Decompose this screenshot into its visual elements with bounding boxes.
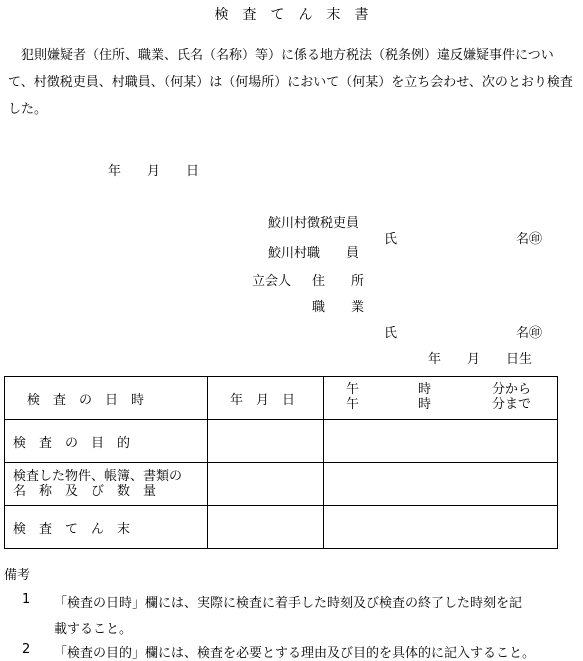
inspection-table — [4, 376, 558, 549]
items-cell-1[interactable] — [208, 463, 324, 506]
result-cell-1[interactable] — [208, 506, 324, 549]
start-hour-label: 時 — [418, 382, 432, 397]
notes-heading: 備考 — [4, 568, 31, 583]
table-row-purpose — [5, 420, 558, 463]
end-minute-label: 分まで — [492, 397, 532, 412]
items-cell-2[interactable] — [324, 463, 558, 506]
table-row-items — [5, 463, 558, 506]
row-label-purpose — [5, 420, 208, 463]
start-minute-label: 分から — [492, 382, 532, 397]
table-row-result — [5, 506, 558, 549]
result-cell-2[interactable] — [324, 506, 558, 549]
note-2-number: 2 — [22, 642, 31, 657]
datetime-label: 検 査 の 日 時 — [27, 392, 145, 408]
items-label-line2: 名 称 及 び 数 量 — [13, 484, 157, 499]
row-label-datetime — [5, 377, 208, 420]
datetime-time-cell[interactable] — [324, 377, 558, 420]
tax-official-label: 鮫川村徴税吏員 — [268, 216, 360, 231]
witness-label: 立会人 — [252, 274, 292, 289]
document-title: 検 査 て ん 末 書 — [214, 7, 369, 23]
am-label: 午 — [346, 382, 360, 397]
pm-label: 午 — [346, 397, 360, 412]
witness-surname-label: 氏 — [384, 326, 398, 341]
witness-address-label: 住 所 — [312, 274, 365, 289]
purpose-label: 検 査 の 目 的 — [13, 435, 131, 451]
witness-occupation-label: 職 業 — [312, 300, 365, 315]
official-name-seal-label: 名㊞ — [516, 232, 543, 247]
datetime-date-cell[interactable] — [208, 377, 324, 420]
items-label-line1: 検査した物件、帳簿、書類の — [13, 469, 183, 484]
note-1-text-cont: 載すること。 — [54, 622, 133, 637]
village-staff-label: 鮫川村職 員 — [268, 246, 360, 261]
official-surname-label: 氏 — [384, 232, 398, 247]
intro-paragraph: 犯則嫌疑者（住所、職業、氏名（名称）等）に係る地方税法（税条例）違反嫌疑事件について、村徴税吏員、村職員、（何某）は（何場所）において（何某）を立ち会わせ、次のとおり検査した。 — [8, 48, 573, 117]
result-label: 検 査 て ん 末 — [13, 521, 131, 537]
end-hour-label: 時 — [418, 397, 432, 412]
row-label-items — [5, 463, 208, 506]
purpose-cell-2[interactable] — [324, 420, 558, 463]
row-label-result — [5, 506, 208, 549]
datetime-date-label: 年 月 日 — [230, 392, 296, 408]
witness-name-seal-label: 名㊞ — [516, 326, 543, 341]
document-date: 年 月 日 — [108, 164, 200, 179]
note-2-text: 「検査の目的」欄には、検査を必要とする理由及び目的を具体的に記入すること。 — [54, 646, 536, 661]
note-1-number: 1 — [22, 592, 31, 607]
table-row-datetime — [5, 377, 558, 420]
note-1-text: 「検査の日時」欄には、実際に検査に着手した時刻及び検査の終了した時刻を記 — [54, 596, 523, 611]
witness-birth-date: 年 月 日生 — [428, 352, 533, 367]
purpose-cell-1[interactable] — [208, 420, 324, 463]
